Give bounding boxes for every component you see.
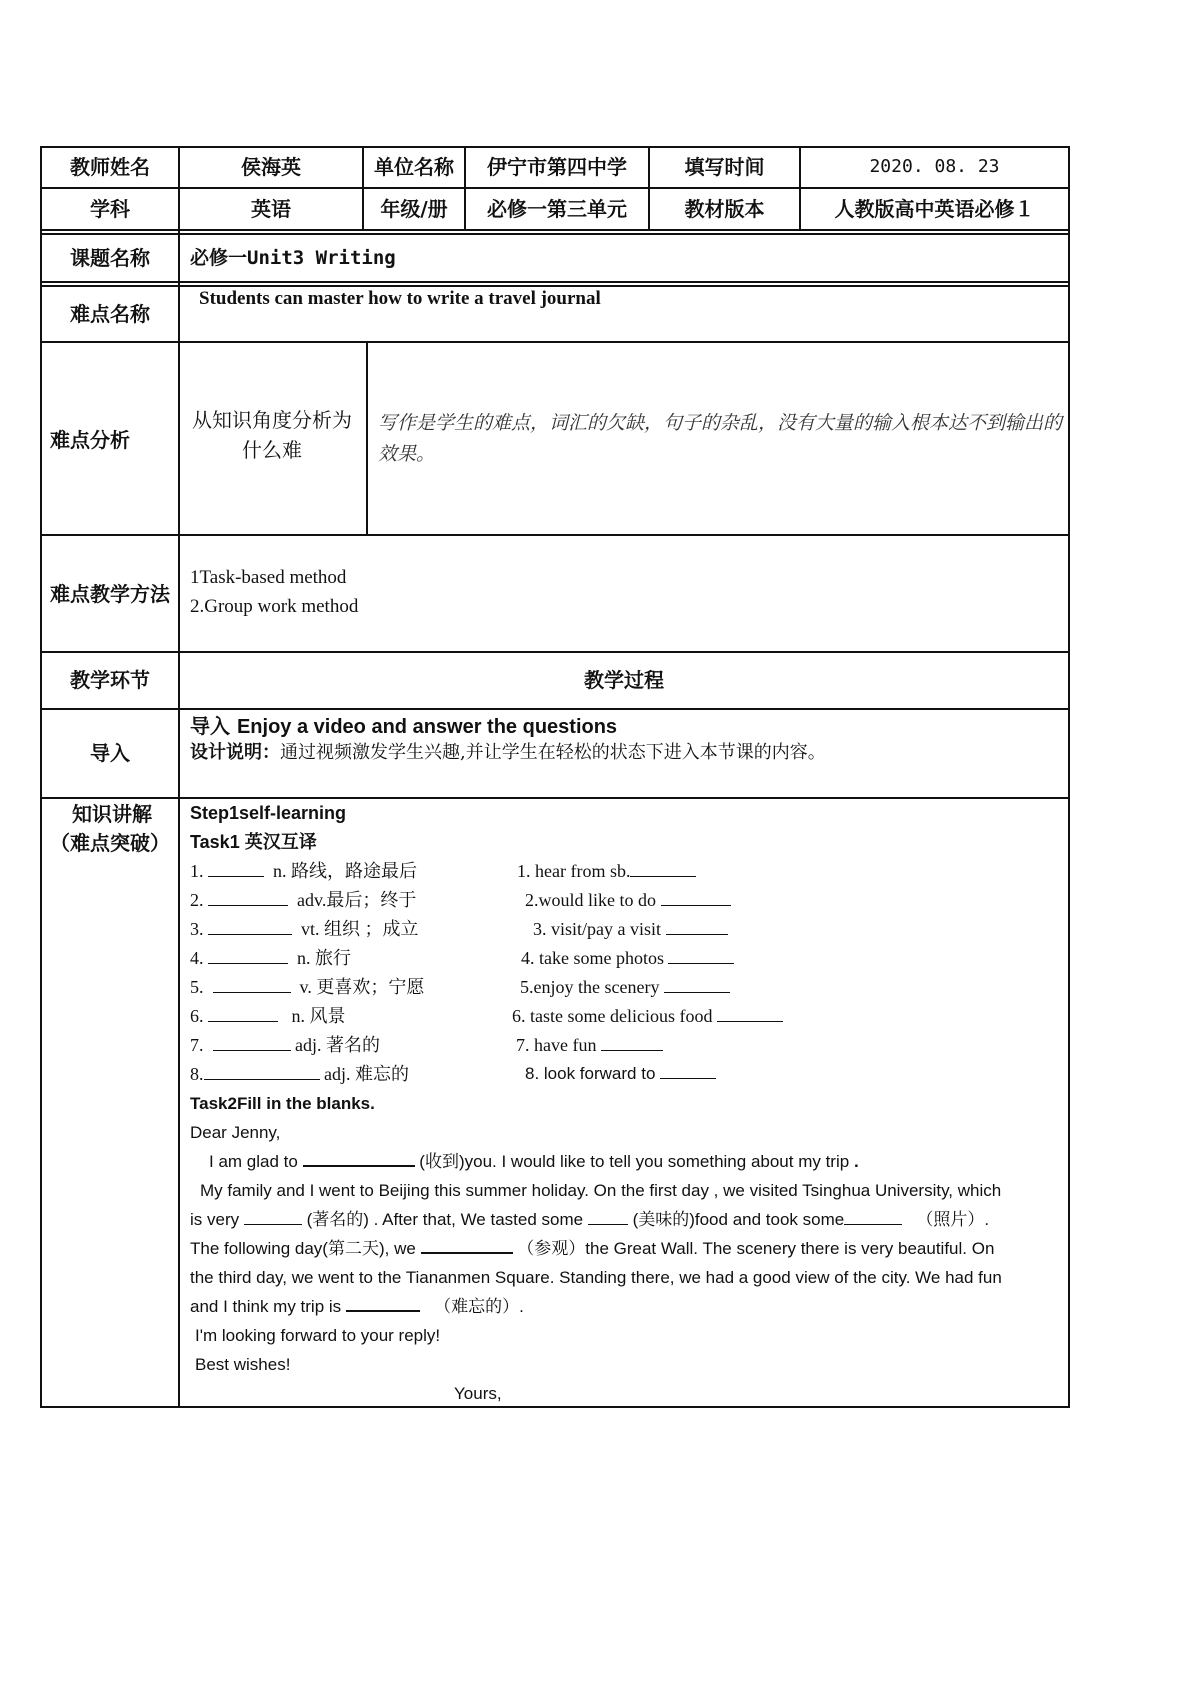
analysis-text: 写作是学生的难点，词汇的欠缺，句子的杂乱，没有大量的输入根本达不到输出的效果。 (378, 412, 1063, 465)
edition-label: 教材版本 (684, 196, 765, 221)
row-divider (40, 285, 1070, 287)
design-text: 通过视频激发学生兴趣,并让学生在轻松的状态下进入本节课的内容。 (280, 742, 826, 763)
vocab-left-item: 4. n. 旅行 (190, 948, 351, 968)
column-divider (366, 341, 368, 536)
intro-title-cn: 导入 (190, 714, 230, 738)
subject-value: 英语 (251, 196, 291, 221)
vocab-left-item: 7. adj. 著名的 (190, 1035, 380, 1055)
letter-line: I am glad to (收到)you. I would like to tell you something about my trip . (209, 1152, 859, 1171)
letter-line: The following day(第二天), we （参观）the Great Wall. The scenery there is very beautiful. On (190, 1239, 995, 1258)
teacher-name-label: 教师姓名 (70, 155, 150, 179)
letter-line: is very (著名的) . After that, We tasted some (美味的)food and took some （照片）. (190, 1210, 990, 1229)
knowledge-sublabel: （难点突破） (50, 831, 170, 855)
phrase-right-item: 8. look forward to (525, 1064, 716, 1084)
row-divider (40, 708, 1070, 710)
method-item: 1Task-based method (190, 567, 347, 588)
process-title: 教学过程 (584, 668, 664, 692)
row-divider (40, 233, 1070, 235)
subject-label: 学科 (90, 196, 130, 221)
table-border-right (1068, 146, 1070, 1408)
topic-label: 课题名称 (70, 245, 150, 270)
intro-title (190, 714, 617, 739)
unit-name-label: 单位名称 (374, 155, 454, 179)
edition-value: 人教版高中英语必修１ (834, 196, 1035, 221)
task1-heading: Task1 英汉互译 (190, 832, 317, 852)
letter-line: My family and I went to Beijing this summer holiday. On the first day , we visited Tsinghua University, which (200, 1181, 1002, 1200)
phrase-right-item: 2.would like to do (525, 890, 731, 912)
vocab-left-item: 2. adv.最后；终于 (190, 890, 417, 910)
column-divider (178, 146, 180, 1408)
unit-name-value: 伊宁市第四中学 (487, 155, 627, 179)
design-label: 设计说明： (190, 742, 280, 763)
teacher-name-value: 侯海英 (241, 155, 301, 179)
date-value: 2020. 08. 23 (869, 156, 1000, 178)
phrase-right-item: 3. visit/pay a visit (533, 919, 728, 941)
letter-line: the third day, we went to the Tiananmen Square. Standing there, we had a good view of the city. We had fun (190, 1268, 1002, 1287)
grade-label: 年级/册 (380, 196, 448, 221)
grade-value: 必修一第三单元 (487, 196, 627, 221)
letter-line: Best wishes! (195, 1355, 291, 1374)
vocab-left-item: 8. adj. 难忘的 (190, 1064, 409, 1084)
vocab-left-item: 3. vt. 组织 ；成立 (190, 919, 419, 939)
intro-design (190, 742, 826, 764)
letter-signoff: Yours, (454, 1384, 502, 1403)
process-stage-label: 教学环节 (70, 668, 150, 692)
knowledge-label: 知识讲解 (72, 802, 152, 826)
analysis-label: 难点分析 (50, 428, 130, 452)
task2-heading: Task2Fill in the blanks. (190, 1094, 375, 1113)
analysis-sub-label: 从知识角度分析为什么难 (192, 408, 352, 462)
topic-value: 必修一Unit3 Writing (190, 247, 396, 269)
vocab-left-item: 1. n. 路线，路途最后 (190, 861, 417, 881)
method-item: 2.Group work method (190, 596, 359, 617)
methods-label: 难点教学方法 (50, 582, 170, 606)
vocab-left-item: 5. v. 更喜欢；宁愿 (190, 977, 425, 997)
table-border-bottom (40, 1406, 1070, 1408)
phrase-right-item: 6. taste some delicious food (512, 1006, 783, 1028)
difficulty-label: 难点名称 (70, 301, 150, 326)
phrase-right-item: 1. hear from sb. (517, 861, 696, 883)
row-divider (40, 229, 1070, 231)
letter-line: I'm looking forward to your reply! (195, 1326, 441, 1345)
row-divider (40, 281, 1070, 283)
date-label: 填写时间 (684, 155, 765, 179)
row-divider (40, 797, 1070, 799)
letter-line: and I think my trip is （难忘的）. (190, 1297, 524, 1316)
row-divider (40, 341, 1070, 343)
step1-heading: Step1self-learning (190, 803, 347, 823)
difficulty-value: Students can master how to write a travel journal (199, 288, 601, 309)
letter-greeting: Dear Jenny, (190, 1123, 281, 1142)
phrase-right-item: 7. have fun (516, 1035, 663, 1057)
row-divider (40, 534, 1070, 536)
intro-label: 导入 (90, 741, 130, 765)
phrase-right-item: 4. take some photos (521, 948, 734, 970)
phrase-right-item: 5.enjoy the scenery (520, 977, 730, 999)
intro-title-en: Enjoy a video and answer the questions (236, 716, 618, 738)
vocab-left-item: 6. n. 风景 (190, 1006, 346, 1026)
